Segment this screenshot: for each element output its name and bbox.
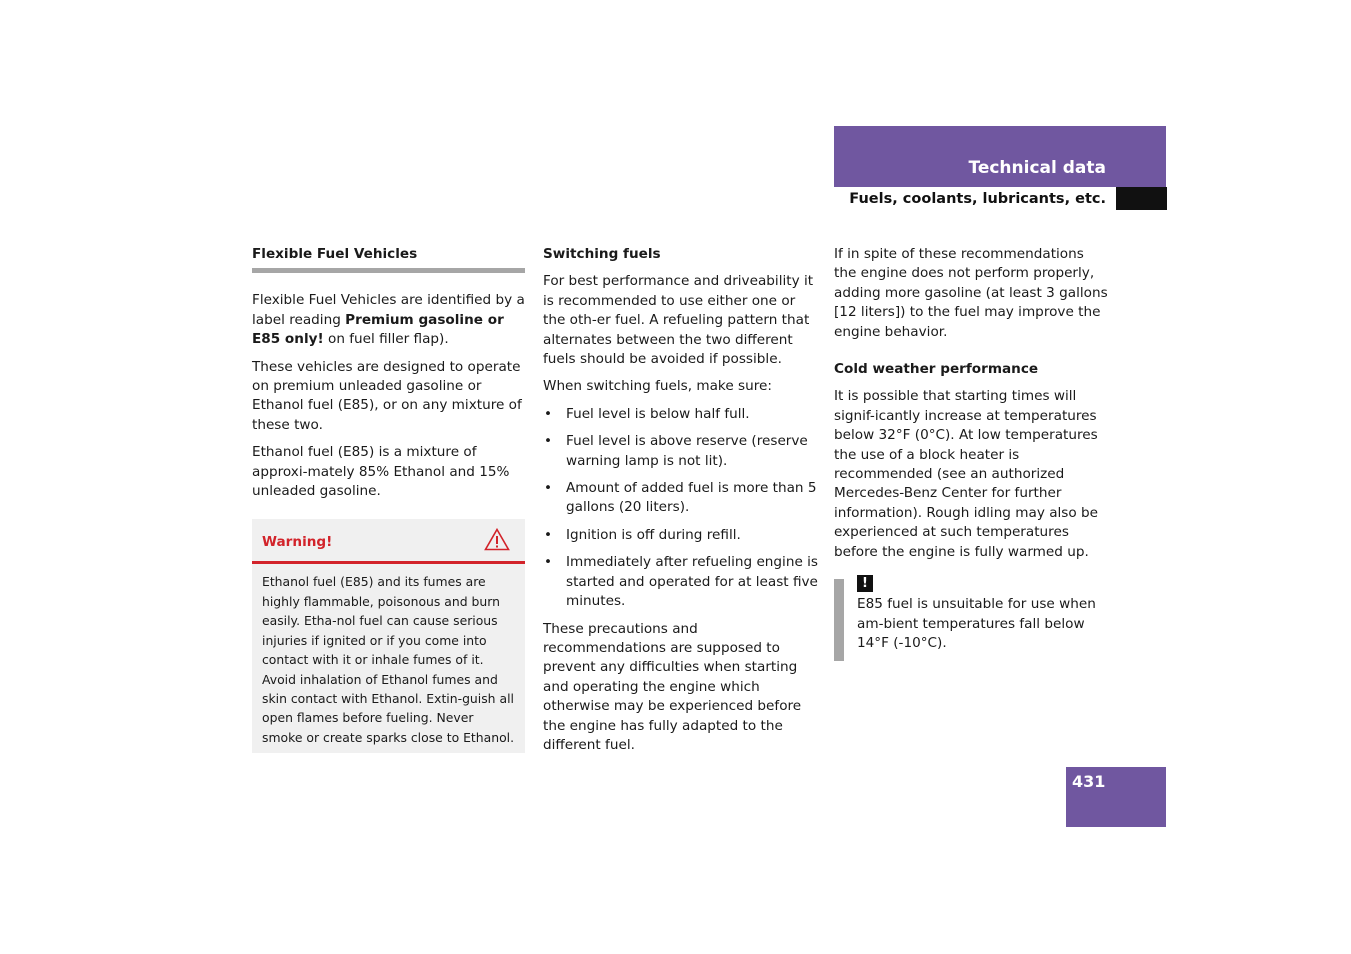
- paragraph-ethanol: Ethanol fuel (E85) is a mixture of approxi-mately 85% Ethanol and 15% unleaded gasoline.: [252, 444, 510, 500]
- paragraph-operation: These vehicles are designed to operate on premium unleaded gasoline or Ethanol fuel (E85), or on any mixture of these two.: [252, 358, 522, 433]
- warning-label: Warning!: [262, 534, 333, 551]
- list-item: • Immediately after refueling engine is started and operated for at least five minutes.: [543, 553, 818, 611]
- warning-box: [252, 519, 525, 753]
- list-item: • Fuel level is above reserve (reserve warning lamp is not lit).: [543, 432, 818, 471]
- paragraph-performance: If in spite of these recommendations the engine does not perform properly, adding more gasoline (at least 3 gallons [12 liters]) to the fuel may improve the engine behavior.: [834, 246, 1108, 340]
- paragraph-identification: Flexible Fuel Vehicles are identified by a label reading Premium gasoline or E85 only! on fuel filler flap).: [252, 292, 525, 348]
- paragraph-recommendation: For best performance and driveability it is recommended to use either one or the oth-er fuel. A refueling pattern that alternates between the two different fuels should be avoided if possible.: [543, 273, 814, 368]
- column-right: [834, 245, 1110, 653]
- warning-header: [252, 519, 525, 564]
- paragraph-make-sure: When switching fuels, make sure:: [543, 378, 772, 395]
- page-number: 431: [1072, 772, 1106, 791]
- section-title: Technical data: [968, 158, 1106, 178]
- column-middle: [543, 245, 818, 763]
- list-item: • Amount of added fuel is more than 5 gallons (20 liters).: [543, 479, 818, 518]
- exclamation-icon: !: [857, 575, 873, 592]
- list-item: • Fuel level is below half full.: [543, 405, 818, 424]
- heading-flexible-fuel: Flexible Fuel Vehicles: [252, 245, 525, 273]
- page-number-box: [1066, 767, 1166, 827]
- column-left: [252, 245, 525, 753]
- subsection-title: Fuels, coolants, lubricants, etc.: [849, 191, 1106, 207]
- note-box: [834, 574, 1110, 653]
- checklist: [543, 405, 818, 612]
- heading-cold-weather: Cold weather performance: [834, 361, 1039, 378]
- paragraph-precautions: These precautions and recommendations are supposed to prevent any difficulties when starting and operating the engine which otherwise may be experienced before the engine has fully adapted to the different fuel.: [543, 620, 802, 753]
- label-text: Premium gasoline or E85 only!: [252, 311, 504, 348]
- paragraph-cold-weather: It is possible that starting times will signif-icantly increase at temperatures below 32°F (0°C). At low temperatures the use of a block heater is recommended (see an authorized Mercedes-Benz Center for further information). Rough idling may also be experienced at such temperatures before the engine is fully warmed up.: [834, 388, 1099, 560]
- header-marker: [1116, 187, 1167, 210]
- warning-text: Ethanol fuel (E85) and its fumes are highly flammable, poisonous and burn easily. Etha-nol fuel can cause serious injuries if ignited or if you come into contact with it or inhale fumes of it. Avoid inhalation of Ethanol fumes and skin contact with Ethanol. Extin-guish all open flames before fueling. Never smoke or create sparks close to Ethanol.: [262, 574, 515, 745]
- heading-switching-fuels: Switching fuels: [543, 246, 661, 262]
- warning-triangle-icon: [484, 528, 510, 551]
- note-bar: [834, 579, 844, 661]
- list-item: • Ignition is off during refill.: [543, 526, 818, 545]
- note-text: E85 fuel is unsuitable for use when am-bient temperatures fall below 14°F (-10°C).: [857, 596, 1096, 651]
